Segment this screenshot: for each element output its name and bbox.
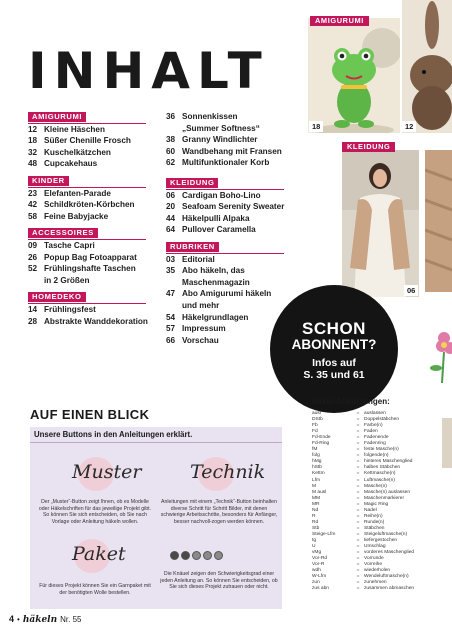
- abbreviation-equals: =: [356, 525, 360, 531]
- blick-divider: [30, 442, 282, 443]
- abbreviation-meaning: Masche(n): [364, 483, 387, 489]
- toc-section-heading: HOMEDEKO: [28, 292, 86, 302]
- abbreviation-row: [312, 586, 442, 592]
- toc-entry[interactable]: [28, 147, 153, 159]
- abbreviation-meaning: zusammen abmaschen: [364, 586, 415, 592]
- abbreviation-meaning: vorderes Maschenglied: [364, 550, 415, 556]
- abbreviation-equals: =: [356, 423, 360, 429]
- abbreviation-meaning: halbes Stäbchen: [364, 465, 401, 471]
- abbreviation-equals: =: [356, 459, 360, 465]
- toc-entry-title: Sonnenkissen: [182, 112, 238, 121]
- photo-corner-right: [442, 418, 452, 468]
- toc-page-number: 54: [166, 312, 176, 322]
- toc-entry-title: und mehr: [182, 300, 220, 310]
- toc-page-number: 58: [28, 211, 38, 221]
- issue-number: Nr. 55: [60, 615, 82, 624]
- promo-line-3a: Infos auf: [312, 357, 356, 369]
- bunny-illustration: [402, 0, 452, 133]
- toc-entry-title: Seafoam Serenity Sweater: [182, 202, 285, 212]
- subscriber-promo-badge[interactable]: [270, 285, 398, 413]
- abbreviation-meaning: Fadenende: [364, 435, 389, 441]
- abbreviation-equals: =: [356, 556, 360, 562]
- toc-left: [28, 111, 153, 332]
- abbreviation-key: MR: [312, 501, 320, 507]
- abbreviation-key: tg: [312, 537, 317, 543]
- toc-entry-title: Maschenmagazin: [182, 277, 250, 287]
- abbreviation-meaning: Umschlag: [364, 544, 386, 550]
- photo-bunny: [402, 0, 452, 133]
- abbreviation-equals: =: [356, 544, 360, 550]
- abbreviation-meaning: Steigeluftmasche(n): [364, 531, 408, 537]
- toc-entry[interactable]: [28, 135, 153, 147]
- abbreviation-equals: =: [356, 580, 360, 586]
- abbreviation-equals: =: [356, 519, 360, 525]
- toc-entry[interactable]: [28, 316, 153, 328]
- toc-page-number: 28: [28, 316, 38, 326]
- abbreviation-key: Steige-Lfm: [312, 531, 336, 537]
- abbreviation-meaning: Vorrunde: [364, 556, 384, 562]
- abbreviation-meaning: folgende(n): [364, 453, 389, 459]
- frog-illustration: [308, 18, 400, 133]
- cardigan-illustration: [342, 150, 419, 297]
- toc-section: [28, 175, 153, 222]
- page-title: INHALT: [28, 42, 269, 100]
- toc-entry[interactable]: [28, 158, 153, 170]
- toc-page-number: 20: [166, 202, 176, 212]
- abbreviations-title: Häkel-Abkürzungen:: [312, 397, 390, 406]
- abbreviation-equals: =: [356, 513, 360, 519]
- toc-entry[interactable]: [28, 188, 153, 200]
- toc-entry[interactable]: [28, 199, 153, 211]
- toc-page-number: 64: [166, 225, 176, 235]
- toc-right: [166, 111, 296, 351]
- blick-title: AUF EINEN BLICK: [30, 407, 150, 422]
- abbreviation-key: Fd-Ring: [312, 441, 330, 447]
- abbreviation-equals: =: [356, 507, 360, 513]
- abbreviation-meaning: Magic Ring: [364, 501, 389, 507]
- photo-frog: [308, 18, 400, 133]
- toc-entry-title: Tasche Capri: [44, 240, 95, 250]
- abbreviation-equals: =: [356, 568, 360, 574]
- page-number: 4: [9, 614, 15, 624]
- abbreviation-meaning: feste Masche(n): [364, 447, 399, 453]
- photo-knit-detail: [425, 150, 452, 292]
- toc-page-number: 12: [28, 124, 38, 134]
- toc-entry[interactable]: [166, 123, 296, 135]
- abbreviation-key: W-Lfm: [312, 574, 327, 580]
- abbreviation-equals: =: [356, 531, 360, 537]
- yarn-ball-icon: [203, 551, 212, 560]
- toc-page-number: 66: [166, 335, 176, 345]
- toc-page-number: 09: [28, 240, 38, 250]
- abbreviation-key: M: [312, 483, 317, 489]
- abbreviation-equals: =: [356, 562, 360, 568]
- difficulty-yarn-icons: [170, 551, 223, 560]
- toc-entry-title: Cupcakehaus: [44, 159, 98, 169]
- toc-section-heading: ACCESSOIRES: [28, 228, 98, 238]
- abbreviation-meaning: Fadenring: [364, 441, 386, 447]
- toc-section-heading: KINDER: [28, 176, 69, 186]
- toc-section-heading: RUBRIKEN: [166, 242, 219, 252]
- abbreviation-key: Vor-Rd: [312, 556, 328, 562]
- abbreviation-meaning: Nadel: [364, 507, 377, 513]
- abbreviation-key: hStb: [312, 465, 322, 471]
- abbreviation-key: Lfm: [312, 477, 321, 483]
- toc-entry-title: „Summer Softness“: [182, 123, 260, 133]
- abbreviation-equals: =: [356, 441, 360, 447]
- abbreviation-equals: =: [356, 429, 360, 435]
- toc-section: [28, 227, 153, 286]
- muster-description: Der „Muster“-Button zeigt Ihnen, ob es Modelle oder Häkelschriften für das jeweilige Projekt gibt. So können Sie sich entscheiden, ob Sie nach Vorlage oder Anleitung häkeln wollen.: [38, 499, 152, 525]
- toc-entry[interactable]: [166, 146, 296, 158]
- abbreviation-equals: =: [356, 417, 360, 423]
- abbreviation-meaning: Vorreihe: [364, 562, 383, 568]
- abbreviation-meaning: zunehmen: [364, 580, 387, 586]
- abbreviation-equals: =: [356, 537, 360, 543]
- toc-entry[interactable]: [166, 111, 296, 123]
- abbreviation-equals: =: [356, 574, 360, 580]
- toc-entry-title: Schildkröten-Körbchen: [44, 200, 135, 210]
- abbreviation-key: Fb: [312, 423, 318, 429]
- toc-page-number: [28, 275, 44, 287]
- toc-entry-title: Vorschau: [182, 335, 219, 345]
- toc-section: [28, 111, 153, 170]
- toc-entry-title: Frühlingshafte Taschen: [44, 264, 136, 274]
- abbreviation-key: U: [312, 544, 316, 550]
- toc-section-heading: KLEIDUNG: [166, 178, 218, 188]
- abbreviation-key: fM: [312, 447, 318, 453]
- toc-entry[interactable]: [28, 124, 153, 136]
- abbreviation-key: ausl: [312, 411, 321, 416]
- photo-tag-amigurumi: AMIGURUMI: [310, 16, 369, 26]
- promo-line-3b: S. 35 und 61: [303, 369, 365, 381]
- magazine-name: häkeln: [22, 615, 58, 625]
- abbreviation-key: M ausl: [312, 489, 327, 495]
- abbreviation-equals: =: [356, 411, 360, 416]
- toc-section-heading: AMIGURUMI: [28, 112, 86, 122]
- footer-bullet: •: [17, 615, 20, 624]
- abbreviation-key: Nd: [312, 507, 319, 513]
- yarn-ball-icon: [214, 551, 223, 560]
- promo-line-1: SCHON: [302, 319, 366, 338]
- level-description: Die Knäuel zeigen den Schwierigkeitsgrad einer jeden Anleitung an. So können Sie entscheiden, ob Sie sich dieses Projekt zutrauen oder nicht.: [160, 571, 278, 591]
- toc-page-number: 47: [166, 289, 176, 299]
- abbreviation-equals: =: [356, 501, 360, 507]
- toc-entry[interactable]: [166, 300, 296, 312]
- knit-illustration: [425, 150, 452, 292]
- toc-entry-title: in 2 Größen: [44, 275, 90, 285]
- toc-entry[interactable]: [28, 211, 153, 223]
- toc-entry-title: Elefanten-Parade: [44, 188, 111, 198]
- flower-illustration: [422, 328, 452, 383]
- toc-entry-title: Abo Amigurumi häkeln: [182, 289, 272, 299]
- toc-page-number: [166, 300, 182, 312]
- abbreviation-meaning: tiefergestochen: [364, 537, 398, 543]
- toc-entry-title: Häkelpulli Alpaka: [182, 213, 250, 223]
- technik-description: Anleitungen mit einem „Technik“-Button beinhalten diverse Schritt für Schritt Bilder, mit denen schwierige Arbeitsschritte, besonders für Anfänger, besser nachvoll-zogen werden können.: [160, 499, 278, 525]
- paket-badge-label: Paket: [72, 543, 126, 565]
- abbreviation-meaning: Reihe(n): [364, 513, 383, 519]
- page-footer: [9, 614, 81, 625]
- abbreviations-list: [312, 411, 442, 592]
- toc-entry[interactable]: [166, 201, 296, 213]
- toc-entry[interactable]: [28, 252, 153, 264]
- toc-page-number: 03: [166, 254, 176, 264]
- toc-entry[interactable]: [28, 304, 153, 316]
- abbreviation-meaning: Farbe(n): [364, 423, 383, 429]
- toc-entry[interactable]: [166, 277, 296, 289]
- abbreviation-key: zun: [312, 580, 320, 586]
- promo-line-2: ABONNENT?: [291, 337, 377, 352]
- toc-page-number: [166, 277, 182, 289]
- toc-page-number: 48: [28, 159, 38, 169]
- abbreviation-key: Stb: [312, 525, 320, 531]
- toc-section: [166, 111, 296, 169]
- abbreviation-key: Vor-R: [312, 562, 325, 568]
- toc-page-number: 36: [166, 112, 176, 121]
- abbreviation-equals: =: [356, 586, 360, 592]
- abbreviation-meaning: Stäbchen: [364, 525, 385, 531]
- toc-entry-title: Editorial: [182, 254, 215, 264]
- abbreviation-equals: =: [356, 435, 360, 441]
- toc-page-number: 52: [28, 264, 38, 274]
- toc-entry-title: Kleine Häschen: [44, 124, 105, 134]
- toc-page-number: 62: [166, 158, 176, 168]
- photo-tag-kleidung: KLEIDUNG: [342, 142, 395, 152]
- toc-page-number: 23: [28, 188, 38, 198]
- toc-entry[interactable]: [166, 213, 296, 225]
- toc-page-number: 44: [166, 213, 176, 223]
- toc-entry-title: Cardigan Boho-Lino: [182, 190, 261, 200]
- photo-page-number: 18: [309, 121, 323, 132]
- abbreviation-equals: =: [356, 447, 360, 453]
- toc-entry[interactable]: [28, 240, 153, 252]
- yarn-ball-icon: [181, 551, 190, 560]
- toc-entry-title: Abo häkeln, das: [182, 266, 245, 276]
- toc-entry-title: Popup Bag Fotoapparat: [44, 252, 137, 262]
- abbreviation-key: vMg: [312, 550, 322, 556]
- toc-page-number: 18: [28, 136, 38, 146]
- toc-entry-title: Kuschelkätzchen: [44, 147, 111, 157]
- abbreviation-meaning: Faden: [364, 429, 378, 435]
- abbreviation-equals: =: [356, 471, 360, 477]
- toc-entry-title: Frühlingsfest: [44, 304, 96, 314]
- abbreviation-meaning: Doppelstäbchen: [364, 417, 400, 423]
- toc-page-number: 35: [166, 266, 176, 276]
- blick-subtitle: Unsere Buttons in den Anleitungen erklärt.: [34, 430, 193, 439]
- toc-page-number: [166, 123, 182, 135]
- toc-entry[interactable]: [166, 254, 296, 266]
- toc-page-number: 14: [28, 304, 38, 314]
- toc-entry[interactable]: [166, 265, 296, 277]
- abbreviation-equals: =: [356, 495, 360, 501]
- abbreviation-meaning: Luftmasche(n): [364, 477, 395, 483]
- toc-entry[interactable]: [28, 275, 153, 287]
- toc-entry[interactable]: [166, 224, 296, 236]
- toc-entry-title: Pullover Caramella: [182, 225, 256, 235]
- abbreviation-equals: =: [356, 477, 360, 483]
- technik-badge-label: Technik: [190, 461, 266, 483]
- button-legend-box: [30, 427, 282, 609]
- photo-page-number: 12: [402, 121, 416, 132]
- toc-entry-title: Impressum: [182, 324, 226, 334]
- toc-page-number: 06: [166, 190, 176, 200]
- abbreviation-key: zus abn: [312, 586, 329, 592]
- toc-page-number: 57: [166, 324, 176, 334]
- yarn-ball-icon: [192, 551, 201, 560]
- abbreviation-equals: =: [356, 483, 360, 489]
- abbreviation-meaning: Kettmasche(n): [364, 471, 396, 477]
- toc-page-number: 60: [166, 146, 176, 156]
- photo-cardigan: [342, 150, 419, 297]
- abbreviation-key: R: [312, 513, 316, 519]
- toc-page-number: 32: [28, 147, 38, 157]
- abbreviation-key: wdh: [312, 568, 321, 574]
- toc-page-number: 42: [28, 200, 38, 210]
- promo-line-3: [270, 357, 398, 381]
- abbreviation-meaning: Maschenmarkierer: [364, 495, 405, 501]
- toc-entry-title: Wandbehang mit Fransen: [182, 146, 282, 156]
- photo-flower: [422, 328, 452, 383]
- toc-entry-title: Granny Windlichter: [182, 135, 258, 145]
- toc-entry-title: Süßer Chenille Frosch: [44, 136, 131, 146]
- toc-section: [28, 291, 153, 327]
- toc-entry-title: Multifunktionaler Korb: [182, 158, 270, 168]
- abbreviation-meaning: auslassen: [364, 411, 386, 416]
- toc-entry[interactable]: [166, 157, 296, 169]
- abbreviation-key: Fd-Ende: [312, 435, 331, 441]
- abbreviation-key: Rd: [312, 519, 319, 525]
- abbreviation-meaning: Runde(n): [364, 519, 385, 525]
- abbreviation-meaning: Masche(n) auslassen: [364, 489, 411, 495]
- toc-entry[interactable]: [166, 288, 296, 300]
- yarn-ball-icon: [170, 551, 179, 560]
- abbreviation-key: hMg: [312, 459, 322, 465]
- abbreviation-key: Fd: [312, 429, 318, 435]
- toc-entry-title: Abstrakte Wanddekoration: [44, 316, 148, 326]
- toc-entry[interactable]: [28, 263, 153, 275]
- abbreviation-meaning: wiederholen: [364, 568, 391, 574]
- toc-page-number: 38: [166, 135, 176, 145]
- abbreviation-equals: =: [356, 453, 360, 459]
- abbreviation-equals: =: [356, 550, 360, 556]
- toc-page-number: 26: [28, 252, 38, 262]
- abbreviation-equals: =: [356, 465, 360, 471]
- abbreviation-key: MM: [312, 495, 321, 501]
- toc-section: [166, 177, 296, 236]
- toc-entry-title: Häkelgrundlagen: [182, 312, 249, 322]
- photo-page-number: 06: [404, 285, 418, 296]
- abbreviation-key: DStb: [312, 417, 323, 423]
- toc-entry[interactable]: [166, 190, 296, 202]
- abbreviation-key: folg: [312, 453, 320, 459]
- toc-entry-title: Feine Babyjacke: [44, 211, 109, 221]
- muster-badge-label: Muster: [72, 461, 142, 483]
- paket-description: Für dieses Projekt können Sie ein Garnpaket mit der benötigten Wolle bestellen.: [39, 583, 151, 596]
- abbreviation-equals: =: [356, 489, 360, 495]
- abbreviation-key: Kettm: [312, 471, 325, 477]
- abbreviation-meaning: Wendeluftmasche(n): [364, 574, 409, 580]
- toc-entry[interactable]: [166, 134, 296, 146]
- abbreviation-meaning: hinteres Maschenglied: [364, 459, 413, 465]
